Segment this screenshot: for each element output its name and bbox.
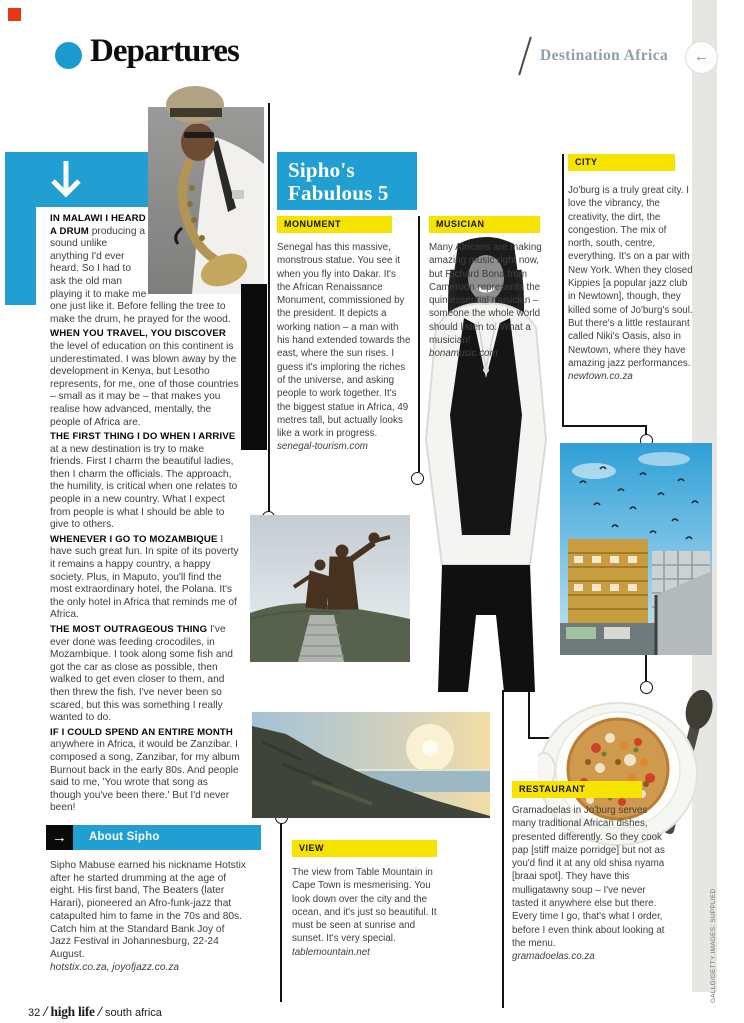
arrow-right-icon: →	[52, 829, 67, 846]
view-text-column	[292, 866, 442, 959]
musician-text: Many Africans are making amazing music right now, but Richard Bona from Cameroon represents the quintessential musician – someone the whole world should listen to. What a musician!	[429, 242, 542, 347]
paragraph-lead: THE FIRST THING I DO WHEN I ARRIVE	[50, 431, 236, 443]
label-view: VIEW	[292, 840, 437, 857]
back-button[interactable]	[685, 41, 718, 74]
interview-paragraph	[50, 534, 240, 622]
interview-paragraph	[50, 328, 240, 429]
interview-column	[50, 213, 240, 817]
edition-label: south africa	[105, 1007, 162, 1019]
corner-registration-mark	[8, 8, 21, 21]
back-arrow-icon: ←	[694, 48, 709, 65]
paragraph-text: the level of education on this continent is underestimated. I was blown away by the development in Kenya, but Lesotho represents, for me, one of those countries – small as it may be – that makes you realise how advanced, mentally, the people of Africa are.	[50, 340, 239, 428]
paragraph-lead: WHENEVER I GO TO MOZAMBIQUE	[50, 533, 218, 545]
tagline-slash	[518, 37, 532, 76]
city-photo	[560, 443, 712, 655]
paragraph-text: producing a sound unlike anything I'd ever heard. So I had to ask the old man playing it to make me one just like it. Before felling the tree to make the drum, he prayed for the wood.	[50, 225, 231, 325]
interview-paragraph	[50, 213, 240, 326]
musician-text-column	[429, 241, 544, 361]
city-text-column	[568, 184, 694, 383]
monument-photo	[250, 515, 410, 662]
restaurant-text: Gramadoelas in Jo'burg serves many traditional African dishes, presented differently. So they cook pap [stiff maize porridge] but not as you'd find it at any old shisa nyama [braai spot]. They have this mulligatawny soup – I've never tasted it anywhere else but there. Every time I go, that's what I order, before I even think about looking at the menu.	[512, 805, 665, 949]
about-bio: Sipho Mabuse earned his nickname Hotstix after he started drumming at the age of eight. His first band, The Beaters (later Harari), pioneered an Afro-funk-jazz that catapulted him to fame in the 70s and 80s. Catch him at the Standard Bank Joy of Jazz Festival in Johannesburg, 22-24 August.	[50, 860, 246, 960]
paragraph-lead: THE MOST OUTRAGEOUS THING	[50, 624, 208, 635]
photo-credit: GALLO/GETTY IMAGES: SUPPLIED	[710, 888, 717, 1003]
view-text: The view from Table Mountain in Cape Town is mesmerising. You look down over the city and the ocean, and it's just so beautiful. It must be seen at sunrise and sunset. It's very special.	[292, 867, 437, 945]
city-url[interactable]: newtown.co.za	[568, 371, 633, 383]
about-header-bar: About Sipho	[73, 825, 261, 850]
restaurant-url[interactable]: gramadoelas.co.za	[512, 951, 595, 963]
label-monument: MONUMENT	[277, 216, 392, 233]
paragraph-text: I have such great fun. In spite of its poverty it remains a happy country, a happy society. Plus, in Maputo, you'll find the most extraordinary hotel, the Polana. It's the only hotel in Africa that reminds me of Africa.	[50, 533, 239, 621]
view-url[interactable]: tablemountain.net	[292, 946, 370, 958]
feature-title: Sipho's Fabulous 5	[288, 158, 389, 205]
footer-slash: /	[97, 1004, 102, 1020]
city-text: Jo'burg is a truly great city. I love the vibrancy, the creativity, the dirt, the congestion. The mix of north, south, centre, everything. It's on a par with New York. When they closed Kippies [a popular jazz club in Newtown], though, they killed some of Jo'burg's soul. But there's a little restaurant called Niki's Oasis, also in Newtown, where they have amazing jazz performances.	[568, 185, 693, 369]
about-links[interactable]: hotstix.co.za, joyofjazz.co.za	[50, 961, 180, 973]
magazine-logo: high life	[50, 1004, 95, 1019]
paragraph-lead: IF I COULD SPEND AN ENTIRE MONTH	[50, 726, 233, 738]
left-margin-bar	[5, 207, 36, 305]
connector-line	[645, 655, 647, 681]
paragraph-text: I've ever done was feeding crocodiles, in Mozambique. I took along some fish and got the car as close as possible, then walked to get even closer to them, and then threw the fish. I've never been so scared, but this was something I really wanted to do.	[50, 624, 233, 724]
section-title: Departures	[90, 33, 239, 69]
photo-wrap-spacer	[148, 213, 240, 293]
label-musician: MUSICIAN	[429, 216, 540, 233]
interview-paragraph	[50, 727, 240, 815]
about-arrow-box	[46, 825, 73, 850]
connector-line	[562, 425, 646, 427]
paragraph-text: at a new destination is try to make friends. First I charm the beautiful ladies, then I charm the officials. The approach, the humility, is critical when one relates to people in a new country. What I expect from people is what I should be able to give to others.	[50, 443, 238, 531]
column-rule	[268, 103, 270, 512]
musician-url[interactable]: bonamusic.com	[429, 348, 498, 360]
paragraph-lead: WHEN YOU TRAVEL, YOU DISCOVER	[50, 328, 226, 340]
interview-paragraph	[50, 624, 240, 725]
monument-text-column	[277, 241, 412, 454]
black-divider-block	[241, 284, 267, 450]
section-dot-icon	[55, 42, 82, 69]
monument-url[interactable]: senegal-tourism.com	[277, 441, 368, 453]
page-number: 32	[28, 1007, 41, 1019]
connector-line	[528, 690, 530, 738]
paragraph-text: anywhere in Africa, it would be Zanzibar. I composed a song, Zanzibar, for my album Burnout back in the early 80s. And people said to me, 'You wrote that song as though you've been there.' But I'd never been!	[50, 739, 240, 814]
table-mountain-photo	[252, 712, 490, 818]
monument-text: Senegal has this massive, monstrous statue. You see it when you fly into Dakar. It's the African Renaissance Monument, commissioned by the president. It depicts a working nation – a man with his hand extended towards the east, where the sun rises. I guess it's imploring the riches of the universe, and asking people to work together. It's the biggest statue in Africa, 49 metres tall, but actually looks like a work in progress.	[277, 242, 411, 440]
page-footer	[28, 1004, 162, 1021]
paragraph-lead: IN MALAWI I HEARD A DRUM	[50, 213, 146, 237]
footer-slash: /	[43, 1004, 48, 1020]
label-city: CITY	[568, 154, 675, 171]
label-restaurant: RESTAURANT	[512, 781, 642, 798]
interview-paragraph	[50, 431, 240, 532]
column-rule	[502, 690, 504, 1008]
feature-title-box	[277, 152, 417, 210]
restaurant-text-column	[512, 804, 667, 964]
page-tagline: Destination Africa	[540, 47, 669, 64]
about-text	[50, 860, 246, 974]
column-rule	[280, 824, 282, 1002]
